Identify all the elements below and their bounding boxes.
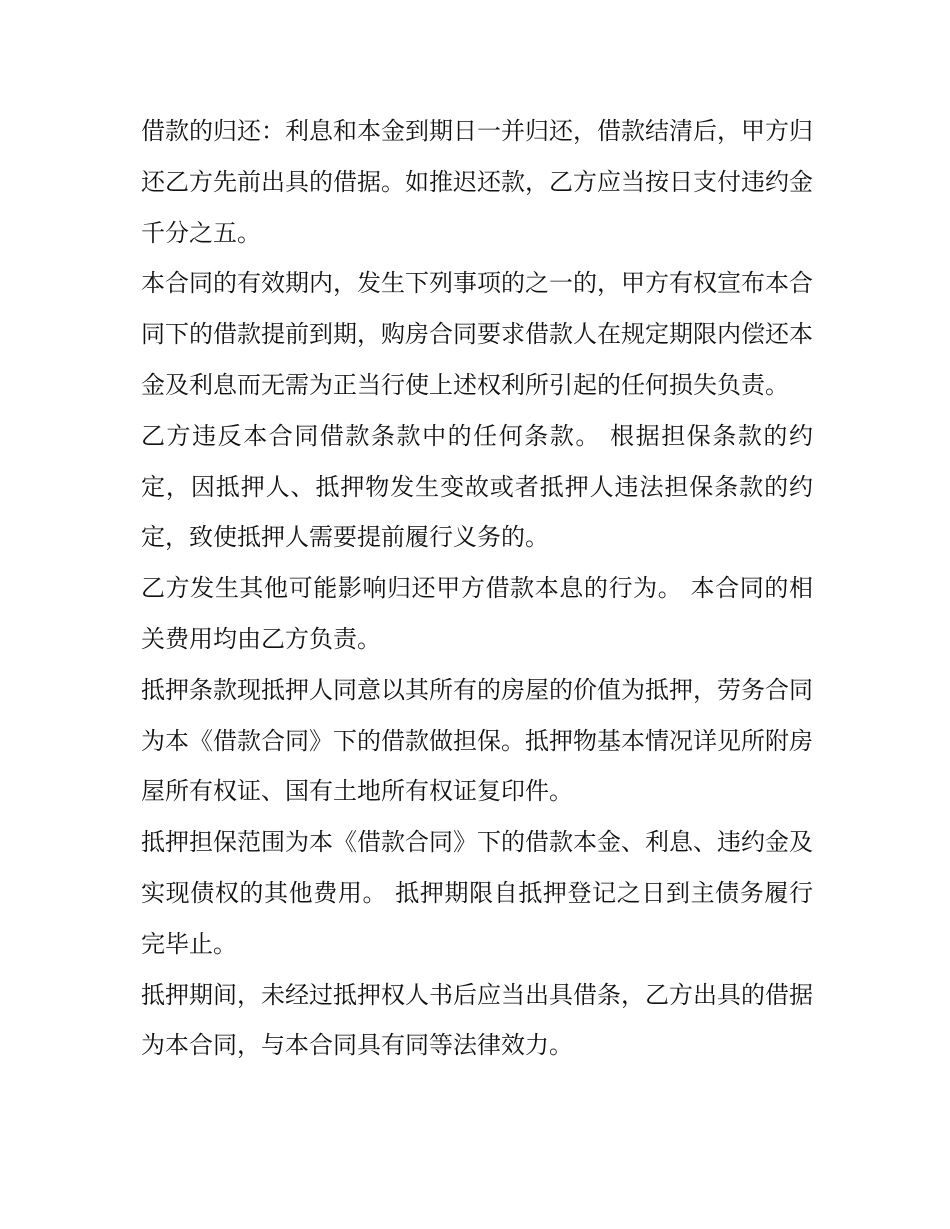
paragraph-mortgage-clause: 抵押条款现抵押人同意以其所有的房屋的价值为抵押，劳务合同为本《借款合同》下的借款做担保。抵押物基本情况详见所附房屋所有权证、国有土地所有权证复印件。 xyxy=(141,675,813,806)
document-body xyxy=(141,106,813,1071)
paragraph-early-maturity: 本合同的有效期内，发生下列事项的之一的，甲方有权宣布本合同下的借款提前到期，购房合同要求借款人在规定期限内偿还本金及利息而无需为正当行使上述权利所引起的任何损失负责。 xyxy=(141,269,813,399)
paragraph-breach: 乙方违反本合同借款条款中的任何条款。 根据担保条款的约定，因抵押人、抵押物发生变故或者抵押人违法担保条款的约定，致使抵押人需要提前履行义务的。 xyxy=(141,421,813,552)
paragraph-repayment: 借款的归还：利息和本金到期日一并归还，借款结清后，甲方归还乙方先前出具的借据。如推迟还款，乙方应当按日支付违约金千分之五。 xyxy=(141,117,813,247)
paragraph-other-acts: 乙方发生其他可能影响归还甲方借款本息的行为。 本合同的相关费用均由乙方负责。 xyxy=(141,574,813,653)
paragraph-mortgage-scope: 抵押担保范围为本《借款合同》下的借款本金、利息、违约金及实现债权的其他费用。 抵押期限自抵押登记之日到主债务履行完毕止。 xyxy=(141,828,813,958)
paragraph-mortgage-period: 抵押期间，未经过抵押权人书后应当出具借条，乙方出具的借据为本合同，与本合同具有同等法律效力。 xyxy=(141,980,813,1060)
